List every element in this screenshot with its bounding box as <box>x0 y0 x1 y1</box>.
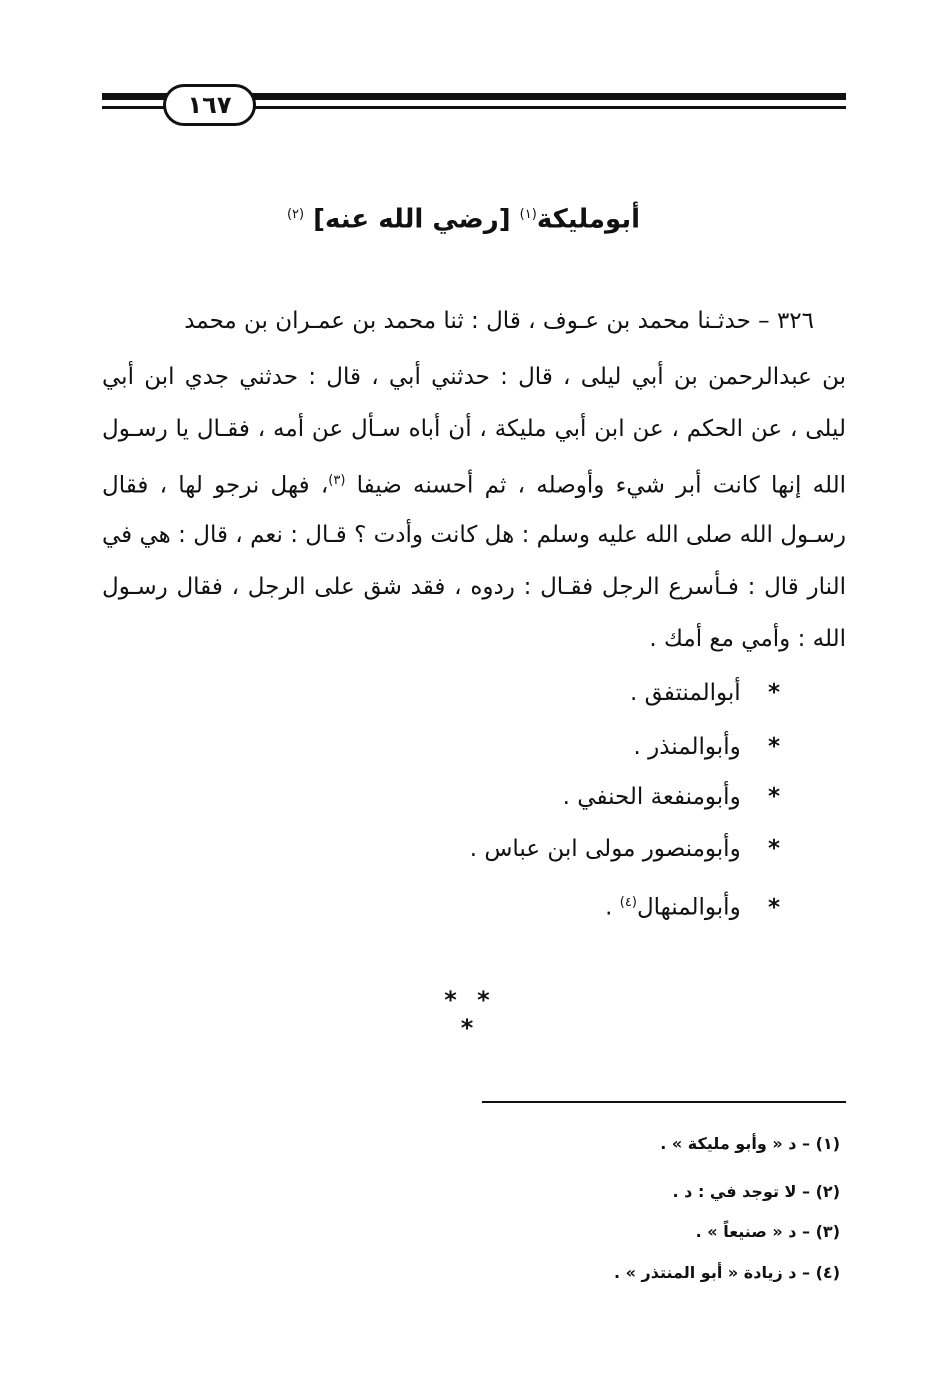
list-item-text: وأبومنصور مولى ابن عباس . <box>469 836 741 862</box>
body-footnote-ref-3: (٣) <box>328 473 346 488</box>
body-line-6: النار قال : فـأسرع الرجل فقـال : ردوه ، فقد شق على الرجل ، فقال رسـول <box>102 574 846 600</box>
title-bracket: [رضي الله عنه] <box>313 204 511 235</box>
body-line-4 <box>102 464 846 503</box>
body-line-1: ٣٢٦ – حدثـنا محمد بن عـوف ، قال : ثنا محمد بن عمـران بن محمد <box>184 308 814 334</box>
body-line-4-tail: ، فهل نرجو لها ، فقال <box>102 472 329 499</box>
footnote-2: (٢) – لا توجد في : د . <box>672 1182 840 1201</box>
footnote-1: (١) – د « وأبو مليكة » . <box>660 1134 840 1153</box>
page-number: ١٦٧ <box>163 84 256 126</box>
list-item-end: . <box>605 894 620 921</box>
section-separator: * * * <box>444 986 496 1042</box>
body-line-7: الله : وأمي مع أمك . <box>649 626 846 652</box>
footnote-rule <box>482 1101 846 1103</box>
list-item <box>605 886 780 925</box>
bullet-star-icon: * <box>767 894 780 921</box>
footnote-3: (٣) – د « صنيعاً » . <box>695 1222 840 1241</box>
list-item-text: وأبومنفعة الحنفي . <box>562 784 741 810</box>
footnote-4: (٤) – د زيادة « أبو المنتذر » . <box>613 1263 840 1282</box>
list-item-text: وأبوالمنذر . <box>633 734 741 760</box>
list-item <box>633 730 780 764</box>
list-footnote-ref-4: (٤) <box>619 895 637 910</box>
bullet-star-icon: * <box>767 836 780 862</box>
list-item <box>470 832 780 866</box>
title-text: أبومليكة <box>536 204 640 235</box>
list-item <box>563 780 780 814</box>
list-item <box>630 676 780 710</box>
list-item-text: وأبوالمنهال <box>636 894 741 921</box>
body-line-3: ليلى ، عن الحكم ، عن ابن أبي مليكة ، أن أباه سـأل عن أمه ، فقـال يا رسـول <box>102 416 846 442</box>
title-footnote-ref-2: (٢) <box>286 207 305 222</box>
bullet-star-icon: * <box>767 784 780 810</box>
bullet-star-icon: * <box>767 734 780 760</box>
bullet-star-icon: * <box>767 680 780 706</box>
body-line-4-text: الله إنها كانت أبر شيء وأوصله ، ثم أحسنه ضيفا <box>356 472 846 499</box>
body-line-2: بن عبدالرحمن بن أبي ليلى ، قال : حدثني أبي ، قال : حدثني جدي ابن أبي <box>102 364 846 390</box>
chapter-title <box>286 190 640 240</box>
body-line-5: رسـول الله صلى الله عليه وسلم : هل كانت وأدت ؟ قـال : نعم ، قال : هي في <box>102 522 846 548</box>
list-item-text: أبوالمنتفق . <box>630 680 741 706</box>
title-footnote-ref-1: (١) <box>519 207 537 222</box>
